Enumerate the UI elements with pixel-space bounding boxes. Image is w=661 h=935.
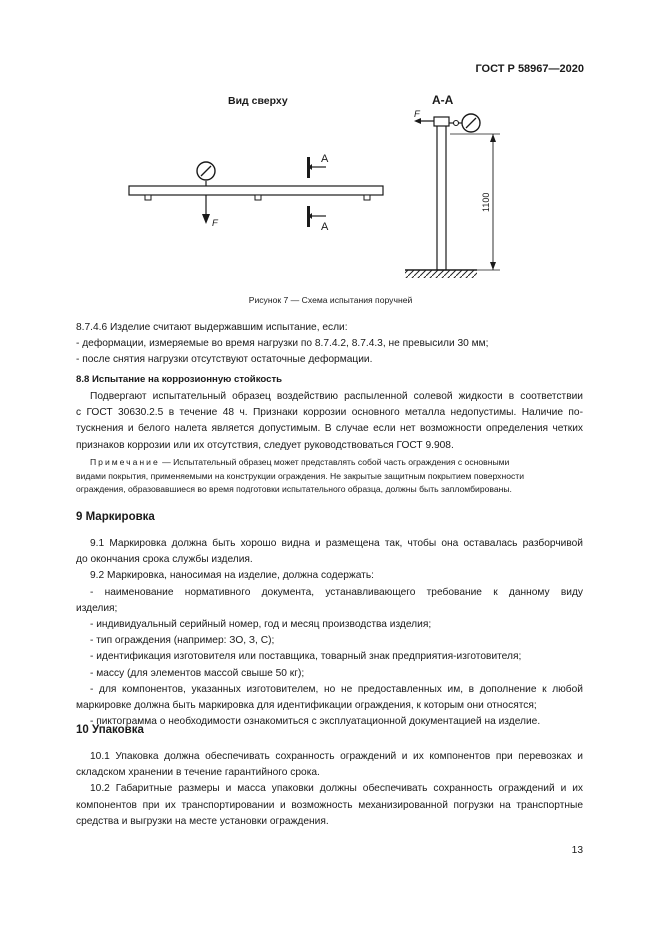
section-9-text: 9.1 Маркировка должна быть хорошо видна и размещена так, чтобы она оставалась разборчивой до окончания срока службы изделия. 9.2 Маркировка, наносимая на изделие, должна содержать: - наименование нормативного документа, устанавливающего требование к данному виду изделия; - индивидуальный серийный номер, год и месяц производства изделия; - тип ограждения (например: ЗО, З, С); - идентификация изготовителя или поставщика, товарный знак предприятия-изготовителя; - массу (для элементов массой свыше 50 кг); - для компонентов, указанных изготовителем, но не предоставленных им, в дополнение к любой маркировке должна быть маркировка для идентификации ограждения, к которым они относятся; - пиктограмма о необходимости ознакомиться с эксплуатационной документацией на изделие. (76, 536, 583, 730)
figure-7-diagram (0, 0, 661, 310)
list-item: - пиктограмма о необходимости ознакомиться с эксплуатационной документацией на изделие. (90, 716, 541, 728)
list-item: - деформации, измеряемые во время нагрузки по 8.7.4.2, 8.7.4.3, не превысили 30 мм; (76, 338, 489, 350)
list-item: - тип ограждения (например: ЗО, З, С); (90, 635, 275, 647)
list-item: - индивидуальный серийный номер, год и месяц производства изделия; (90, 619, 432, 631)
list-item: - наименование нормативного документа, устанавливающего требование к данному виду (90, 586, 583, 598)
section-8-8-text: Подвергают испытательный образец воздействию распыленной солевой жидкости в соответствии с ГОСТ 30630.2.5 в течение 48 ч. Признаки коррозии основного металла недопустимы. Наличие по- тускнения и белого налета является допустимым. В случае если нет возможности определения четких признаков коррозии или их отсутствия, следует руководствоваться ГОСТ 9.908. (76, 391, 583, 451)
post-marker (364, 195, 370, 200)
section-label: А-А (432, 93, 454, 107)
section-10-text: 10.1 Упаковка должна обеспечивать сохранность ограждений и их компонентов при перевозках и складском хранении в течение гарантийного срока. 10.2 Габаритные размеры и масса упаковки должны обеспечивать сохранность ограждений и их компонентов при их транспортировании и возможность механизированной погрузки на транспортные средства и выгрузки на месте установки ограждения. (76, 751, 583, 827)
section-10-title: 10 Упаковка (76, 724, 144, 736)
svg-text:А: А (321, 153, 329, 165)
svg-text:F: F (414, 109, 420, 120)
page-number: 13 (571, 845, 583, 856)
handrail-section (434, 117, 449, 126)
section-8-8-title: 8.8 Испытание на коррозионную стойкость (76, 374, 283, 385)
document-header: ГОСТ Р 58967—2020 (475, 63, 584, 75)
note-8-8: Примечание — Испытательный образец может представлять собой часть ограждения с основными видами покрытия, применяемыми на конструкции ограждения. Не закрытые защитным покрытием поверхности ограждения, образовавшиеся во время подготовки испытательного образца, должны быть запломбированы. (76, 457, 525, 495)
post-marker (145, 195, 151, 200)
figure-caption: Рисунок 7 — Схема испытания поручней (248, 295, 413, 305)
section-9-title: 9 Маркировка (76, 511, 155, 523)
post-marker (255, 195, 261, 200)
list-item: - для компонентов, указанных изготовителем, но не предоставленных им, в дополнение к любой (90, 683, 583, 695)
force-label: F (212, 218, 218, 229)
list-item: - после снятия нагрузки отсутствуют остаточные деформации. (76, 354, 373, 366)
handrail-top-view (129, 186, 383, 195)
clause-8-7-4-6: 8.7.4.6 Изделие считают выдержавшим испытание, если: - деформации, измеряемые во время нагрузки по 8.7.4.2, 8.7.4.3, не превысили 30 мм; - после снятия нагрузки отсутствуют остаточные деформации. (76, 320, 583, 369)
list-item: - массу (для элементов массой свыше 50 кг); (90, 667, 305, 679)
top-view-label: Вид сверху (228, 95, 288, 107)
height-dim-label: 1100 (481, 192, 491, 212)
list-item: - идентификация изготовителя или поставщика, товарный знак предприятия-изготовителя; (90, 651, 522, 663)
post-section-view (437, 120, 446, 270)
ground-hatching (405, 270, 477, 278)
svg-text:А: А (321, 221, 329, 233)
note-label: Примечание (90, 457, 160, 467)
